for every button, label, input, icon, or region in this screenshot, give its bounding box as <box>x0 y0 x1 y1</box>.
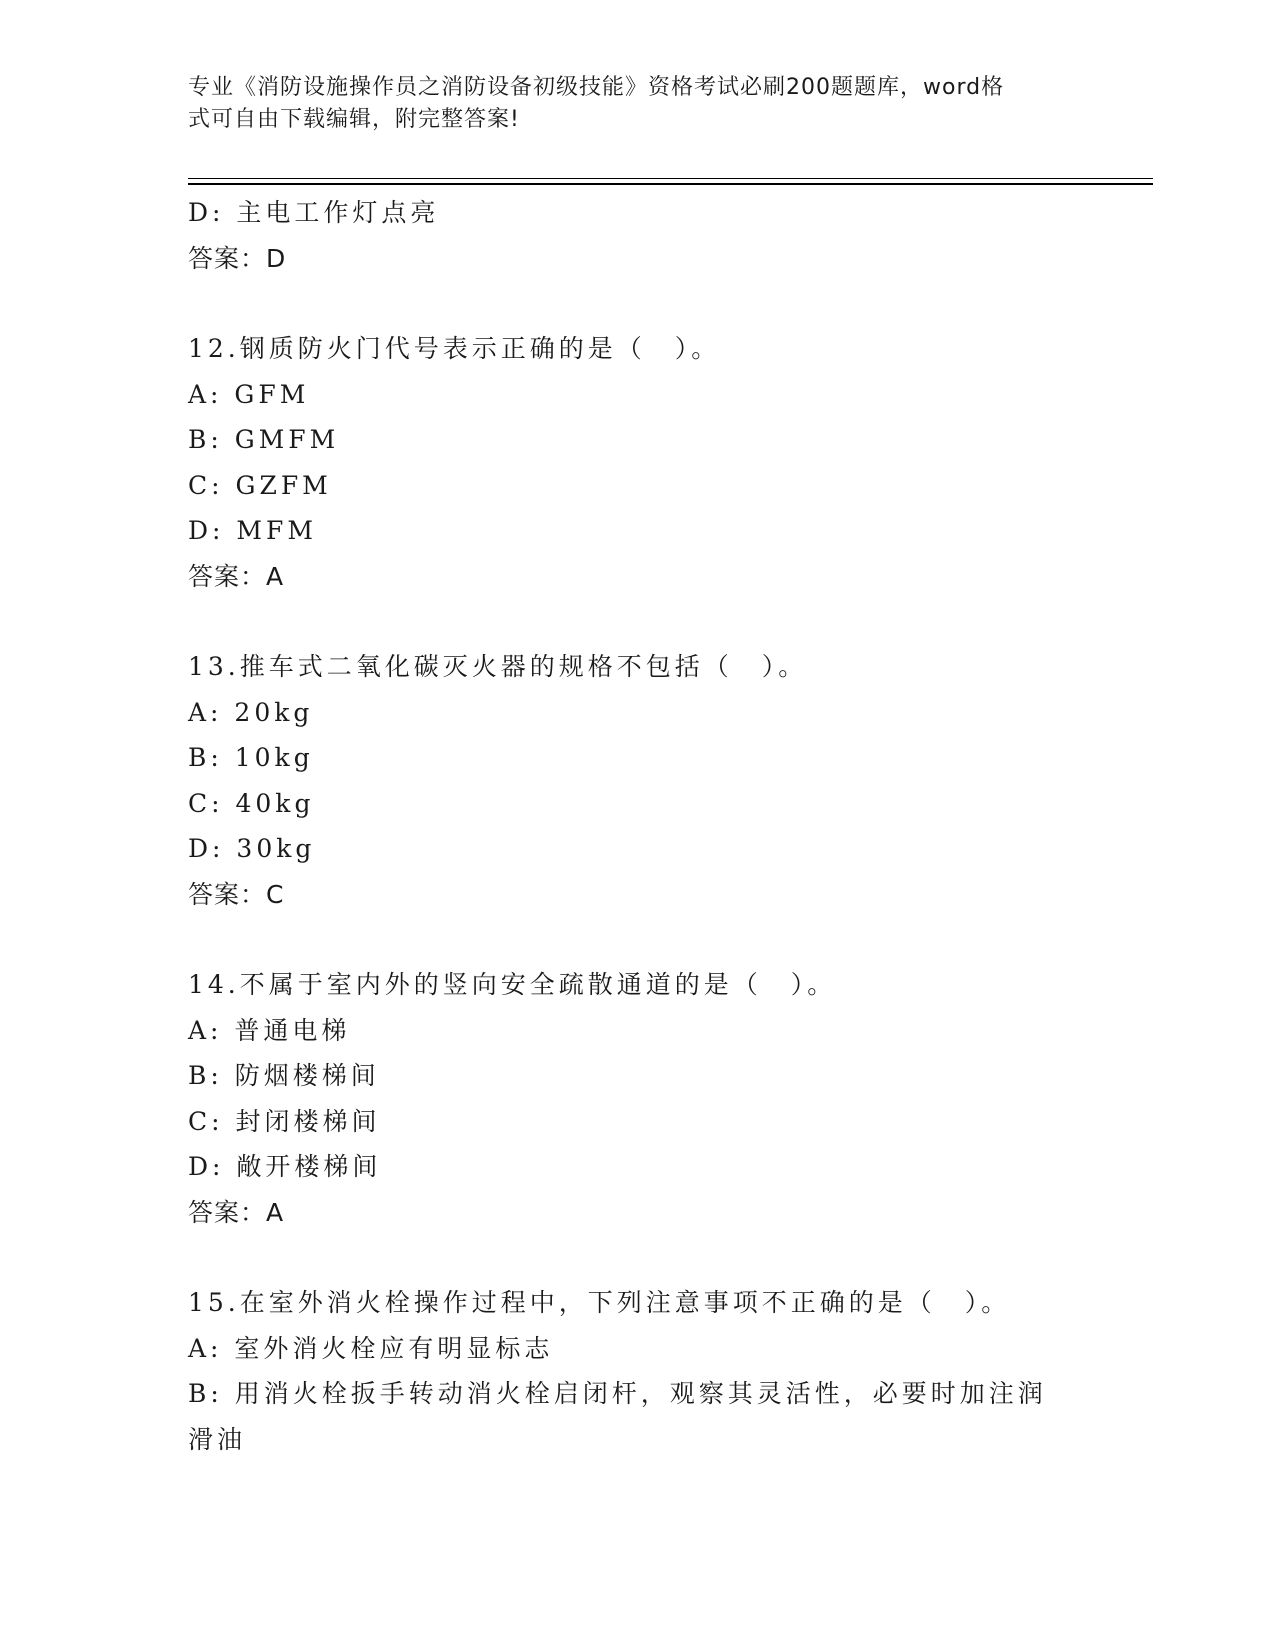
answer: 答案：A <box>188 561 285 591</box>
option-b: B: 10kg <box>188 743 314 772</box>
option-b: B: GMFM <box>188 425 340 454</box>
option-a: A: GFM <box>188 379 310 409</box>
question-stem: 15.在室外消火栓操作过程中，下列注意事项不正确的是（ ）。 <box>188 1288 1011 1317</box>
header-rule-thick <box>188 183 1153 185</box>
option-a: A: 20kg <box>188 697 314 727</box>
question-stem: 13.推车式二氧化碳灭火器的规格不包括（ ）。 <box>188 652 808 681</box>
question-stem: 14.不属于室内外的竖向安全疏散通道的是（ ）。 <box>188 970 837 999</box>
answer: 答案：A <box>188 1197 285 1227</box>
option-d: D: 30kg <box>188 834 316 863</box>
document-header <box>188 72 1068 136</box>
option-d: D: 敞开楼梯间 <box>188 1152 382 1181</box>
question-13 <box>188 644 1088 917</box>
option-c: C: GZFM <box>188 470 332 500</box>
answer: 答案：C <box>188 879 285 909</box>
question-12 <box>188 326 1088 599</box>
question-15 <box>188 1280 1088 1462</box>
option-b: B: 防烟楼梯间 <box>188 1061 380 1090</box>
option-b: B: 用消火栓扳手转动消火栓启闭杆，观察其灵活性，必要时加注润滑油 <box>188 1379 1047 1454</box>
option-c: C: 40kg <box>188 788 315 818</box>
prev-option-d: D: 主电工作灯点亮 <box>188 198 440 227</box>
option-d: D: MFM <box>188 516 317 545</box>
prev-answer: 答案：D <box>188 243 287 273</box>
option-a: A: 室外消火栓应有明显标志 <box>188 1333 554 1363</box>
option-c: C: 封闭楼梯间 <box>188 1106 381 1136</box>
question-stem: 12.钢质防火门代号表示正确的是（ ）。 <box>188 334 721 363</box>
header-line-1: 专业《消防设施操作员之消防设备初级技能》资格考试必刷200题题库，word格 <box>188 75 1005 100</box>
option-a: A: 普通电梯 <box>188 1015 351 1045</box>
question-list <box>188 190 1088 1462</box>
header-line-2: 式可自由下载编辑，附完整答案! <box>188 107 520 132</box>
question-14 <box>188 962 1088 1235</box>
header-rule-thin <box>188 178 1153 179</box>
